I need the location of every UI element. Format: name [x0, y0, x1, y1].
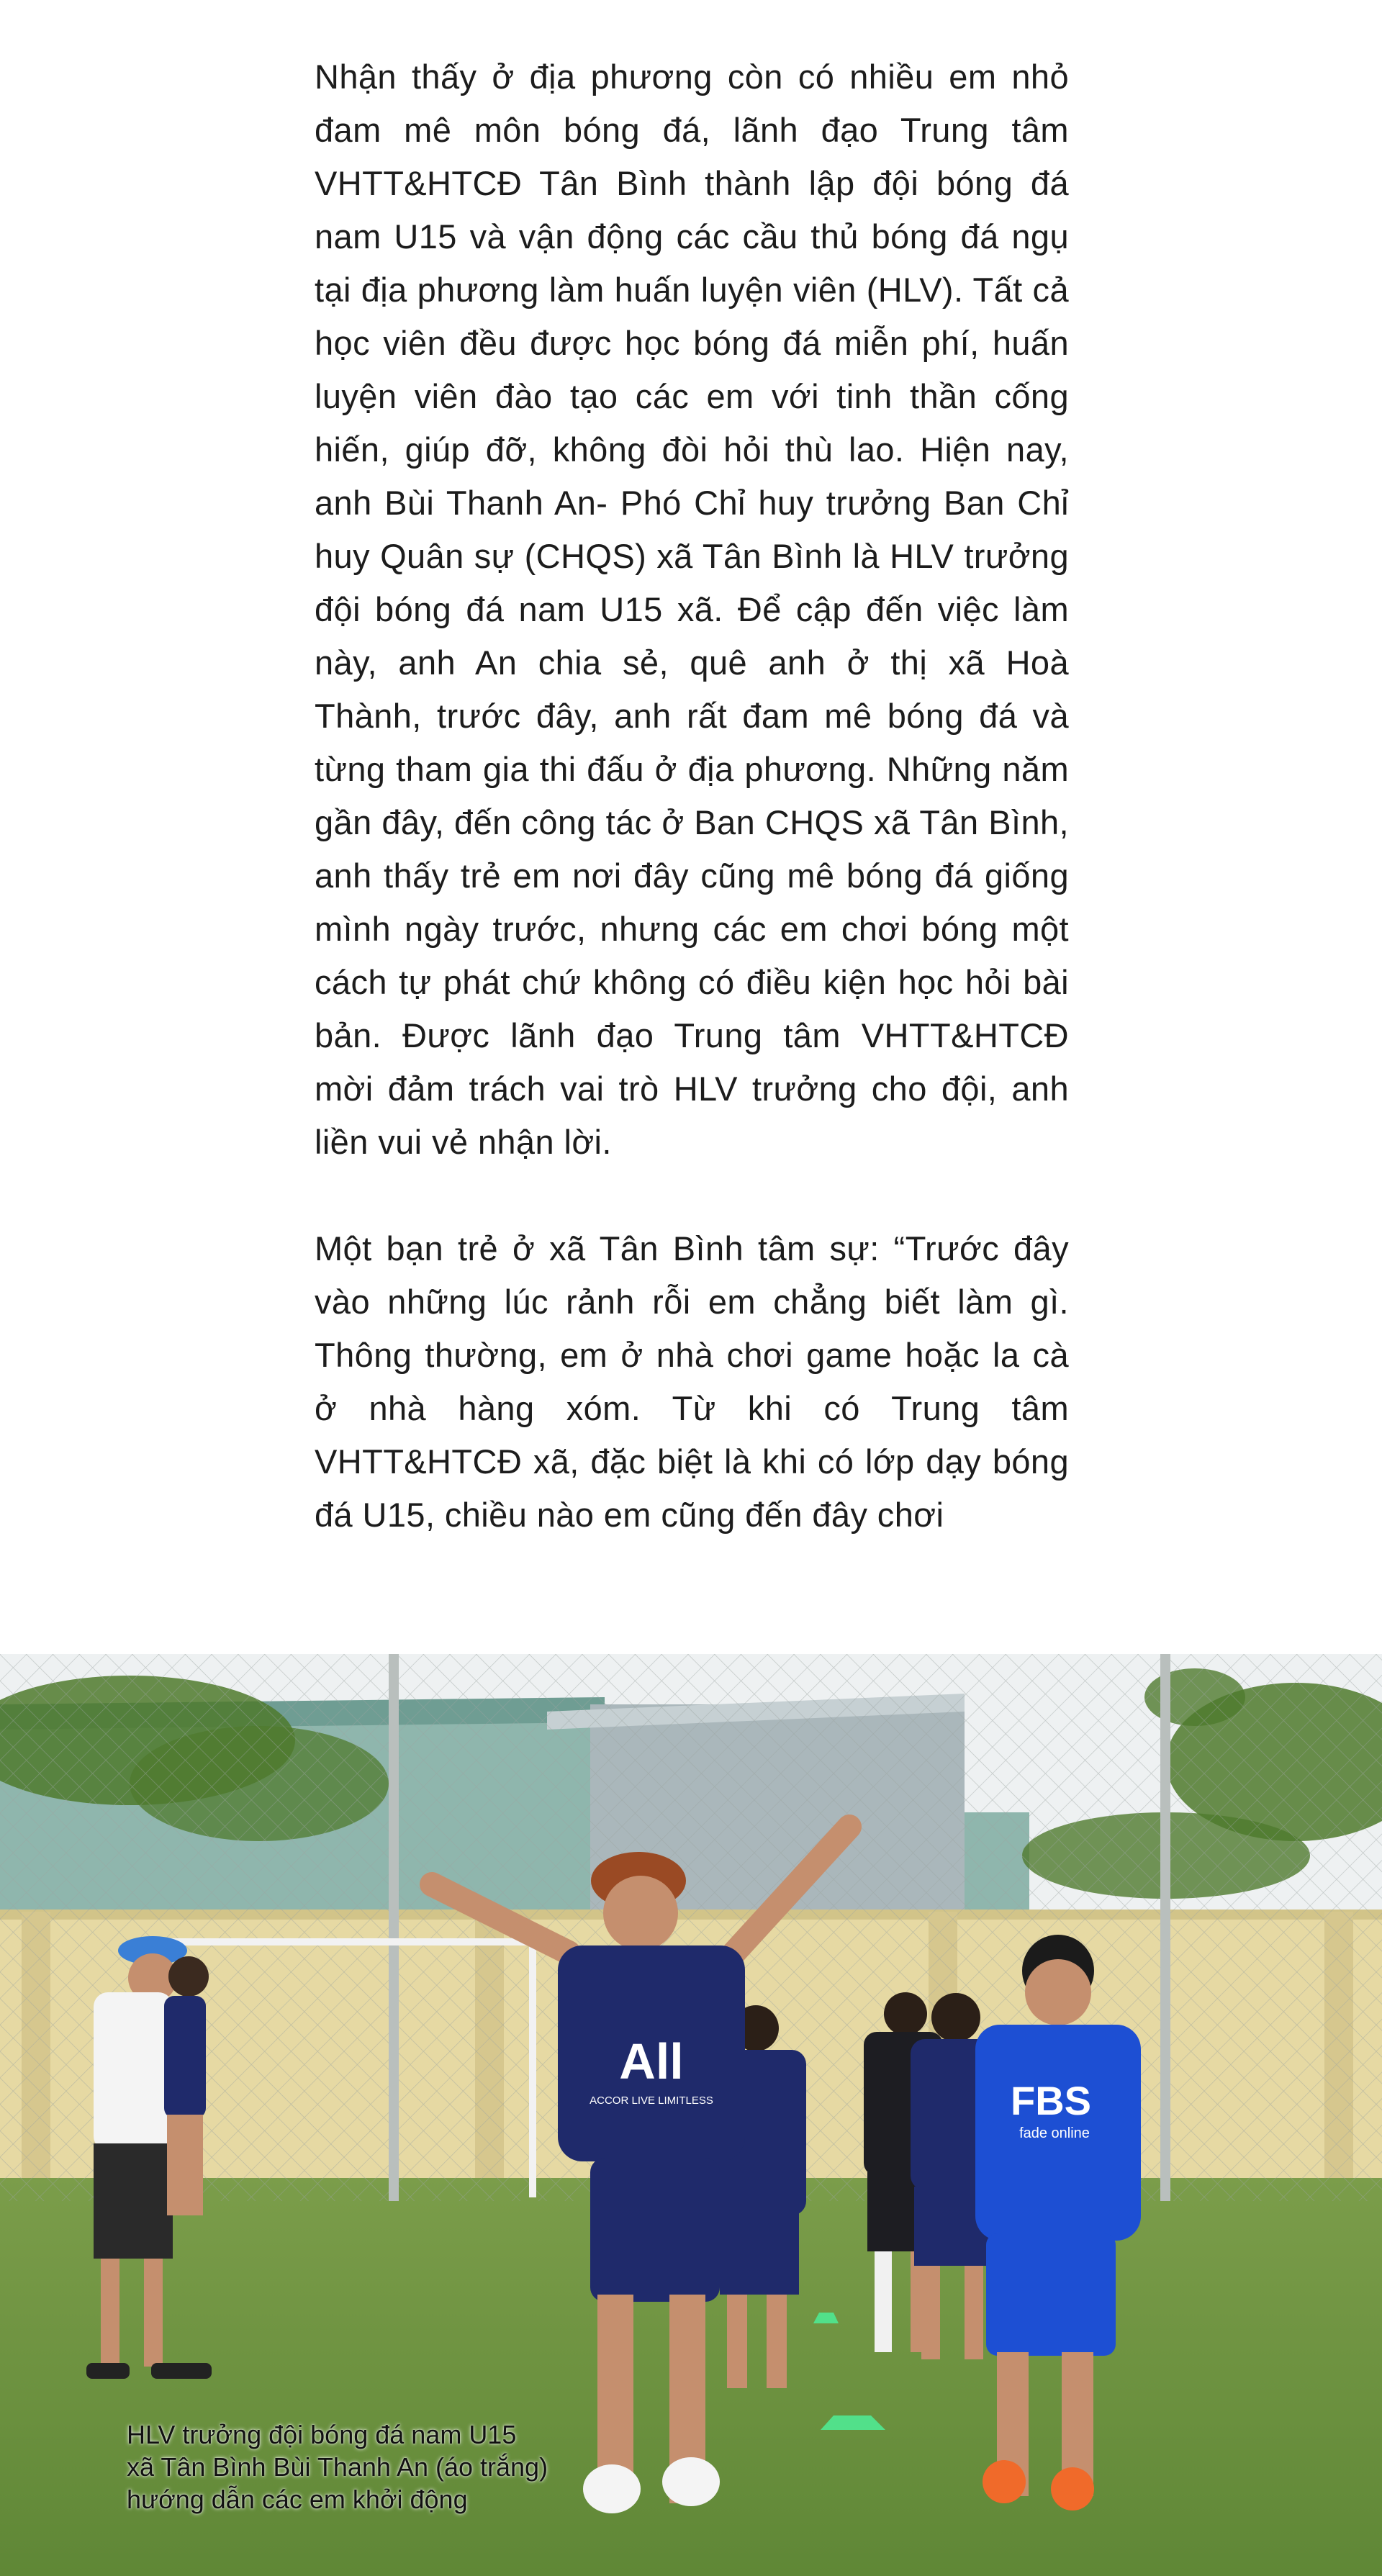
- caption-line-1: HLV trưởng đội bóng đá nam U15: [127, 2420, 517, 2449]
- jersey-subtext-fbs: fade online: [1019, 2125, 1090, 2141]
- caption-line-3: hướng dẫn các em khởi động: [127, 2485, 468, 2514]
- paragraph-1: Nhận thấy ở địa phương còn có nhiều em nhỏ đam mê môn bóng đá, lãnh đạo Trung tâm VHTT&HTCĐ Tân Bình thành lập đội bóng đá nam U15 và vận động các cầu thủ bóng đá ngụ tại địa phương làm huấn luyện viên (HLV). Tất cả học viên đều được học bóng đá miễn phí, huấn luyện viên đào tạo các em với tinh thần cống hiến, giúp đỡ, không đòi hỏi thù lao. Hiện nay, anh Bùi Thanh An- Phó Chỉ huy trưởng Ban Chỉ huy Quân sự (CHQS) xã Tân Bình là HLV trưởng đội bóng đá nam U15 xã. Để cập đến việc làm này, anh An chia sẻ, quê anh ở thị xã Hoà Thành, trước đây, anh rất đam mê bóng đá và từng tham gia thi đấu ở địa phương. Những năm gần đây, đến công tác ở Ban CHQS xã Tân Bình, anh thấy trẻ em nơi đây cũng mê bóng đá giống mình ngày trước, nhưng các em chơi bóng một cách tự phát chứ không có điều kiện học hỏi bài bản. Được lãnh đạo Trung tâm VHTT&HTCĐ mời đảm trách vai trò HLV trưởng cho đội, anh liền vui vẻ nhận lời.: [315, 58, 1069, 1161]
- paragraph-2: Một bạn trẻ ở xã Tân Bình tâm sự: “Trước đây vào những lúc rảnh rỗi em chẳng biết làm gì. Thông thường, em ở nhà chơi game hoặc la cà ở nhà hàng xóm. Từ khi có Trung tâm VHTT&HTCĐ xã, đặc biệt là khi có lớp dạy bóng đá U15, chiều nào em cũng đến đây chơi: [315, 1229, 1069, 1534]
- jersey-text-fbs: FBS: [1011, 2078, 1091, 2123]
- caption-line-2: xã Tân Bình Bùi Thanh An (áo trắng): [127, 2452, 548, 2482]
- photo-caption: [127, 2418, 548, 2516]
- jersey-text-all: All: [619, 2033, 684, 2089]
- article-body: [315, 50, 1069, 1542]
- jersey-subtext: ACCOR LIVE LIMITLESS: [590, 2094, 713, 2107]
